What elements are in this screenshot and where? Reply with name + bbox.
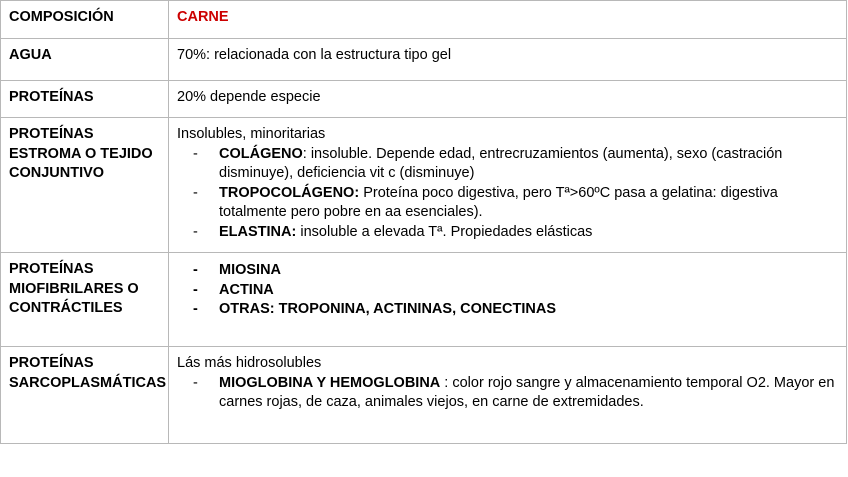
estroma-item-rest: : insoluble. Depende edad, entrecruzamientos (aumenta), sexo (castración disminuye), deficiencia vit c (disminuye)	[219, 145, 783, 181]
row-proteinas-text: 20% depende especie	[169, 81, 847, 118]
row-agua-label: AGUA	[1, 39, 169, 81]
sarcoplasmaticas-item-term: MIOGLOBINA Y HEMOGLOBINA	[219, 374, 441, 391]
row-agua-text: 70%: relacionada con la estructura tipo gel	[169, 39, 847, 81]
row-sarcoplasmaticas	[1, 347, 847, 444]
row-sarcoplasmaticas-content	[169, 347, 847, 444]
estroma-list	[177, 145, 838, 243]
estroma-item-rest: Proteína poco digestiva, pero Tª>60ºC pasa a gelatina: digestiva totalmente pero pobre en aa esenciales).	[219, 184, 778, 220]
estroma-item-elastina	[177, 223, 838, 243]
row-estroma-intro: Insolubles, minoritarias	[177, 126, 326, 142]
estroma-item-colageno	[177, 145, 838, 184]
row-estroma-label: PROTEÍNAS ESTROMA O TEJIDO CONJUNTIVO	[1, 118, 169, 253]
estroma-item-term: COLÁGENO	[219, 145, 303, 162]
row-sarcoplasmaticas-label: PROTEÍNAS SARCOPLASMÁTICAS	[1, 347, 169, 444]
estroma-item-tropocolageno	[177, 184, 838, 223]
miofibrilares-item-actina: - ACTINA	[177, 281, 838, 301]
row-proteinas-label: PROTEÍNAS	[1, 81, 169, 118]
miofibrilares-list	[177, 261, 838, 320]
estroma-item-term: ELASTINA:	[219, 223, 297, 240]
row-estroma	[1, 118, 847, 253]
miofibrilares-item-miosina: - MIOSINA	[177, 261, 838, 281]
sarcoplasmaticas-item-rest: : color rojo sangre y almacenamiento temporal O2. Mayor en carnes rojas, de caza, animales viejos, en carne de extremidades.	[219, 374, 835, 410]
row-proteinas	[1, 81, 847, 118]
row-miofibrilares-label: PROTEÍNAS MIOFIBRILARES O CONTRÁCTILES	[1, 253, 169, 347]
header-row	[1, 1, 847, 39]
header-label: COMPOSICIÓN	[1, 1, 169, 39]
estroma-item-term: TROPOCOLÁGENO:	[219, 184, 360, 201]
header-value: CARNE	[169, 1, 847, 39]
row-estroma-content	[169, 118, 847, 253]
row-sarcoplasmaticas-intro: Lás más hidrosolubles	[177, 355, 322, 371]
estroma-item-rest: insoluble a elevada Tª. Propiedades elásticas	[296, 223, 593, 240]
row-miofibrilares-content	[169, 253, 847, 347]
sarcoplasmaticas-item-mioglobina	[177, 374, 838, 413]
sarcoplasmaticas-list	[177, 374, 838, 413]
row-miofibrilares	[1, 253, 847, 347]
row-agua	[1, 39, 847, 81]
miofibrilares-item-otras: - OTRAS: TROPONINA, ACTININAS, CONECTINAS	[177, 300, 838, 320]
